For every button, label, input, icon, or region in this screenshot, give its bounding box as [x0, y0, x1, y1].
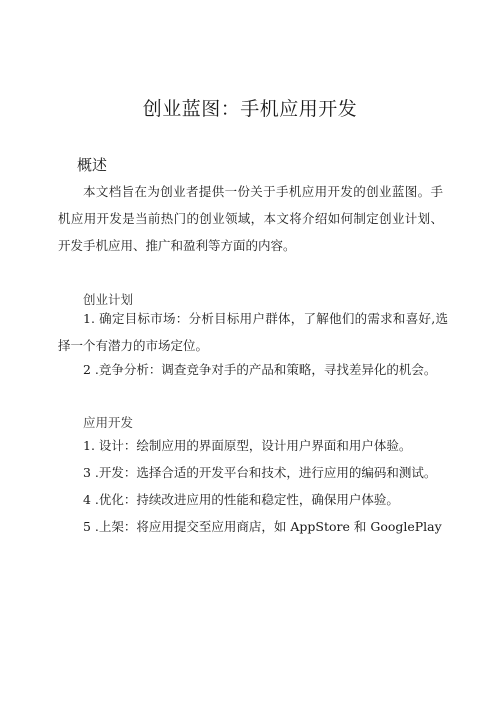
- plan-item: [58, 305, 448, 359]
- development-item-text: 3 .开发：选择合适的开发平台和技术，进行应用的编码和测试。: [83, 465, 437, 480]
- plan-item-text: 1. 确定目标市场：分析目标用户群体，了解他们的需求和喜好,选择一个有潜力的市场定位。: [58, 311, 448, 353]
- development-item: [58, 432, 448, 459]
- document-title: 创业蓝图：手机应用开发: [142, 98, 358, 120]
- overview-paragraph: 本文档旨在为创业者提供一份关于手机应用开发的创业蓝图。手机应用开发是当前热门的创业领域，本文将介绍如何制定创业计划、开发手机应用、推广和盈利等方面的内容。: [58, 184, 443, 253]
- development-item-text: 5 .上架：将应用提交至应用商店，如 AppStore 和 GooglePlay: [83, 519, 442, 534]
- development-heading: 应用开发: [83, 415, 134, 430]
- plan-heading: 创业计划: [83, 292, 134, 307]
- development-item-text: 4 .优化：持续改进应用的性能和稳定性，确保用户体验。: [83, 492, 399, 507]
- overview-heading: 概述: [77, 156, 108, 174]
- development-item: [58, 513, 448, 540]
- development-item: [58, 459, 448, 486]
- development-item-text: 1. 设计：绘制应用的界面原型，设计用户界面和用户体验。: [83, 438, 412, 453]
- plan-item-text: 2 .竞争分析：调查竞争对手的产品和策略，寻找差异化的机会。: [83, 362, 437, 377]
- development-item: [58, 486, 448, 513]
- plan-item: [58, 356, 448, 383]
